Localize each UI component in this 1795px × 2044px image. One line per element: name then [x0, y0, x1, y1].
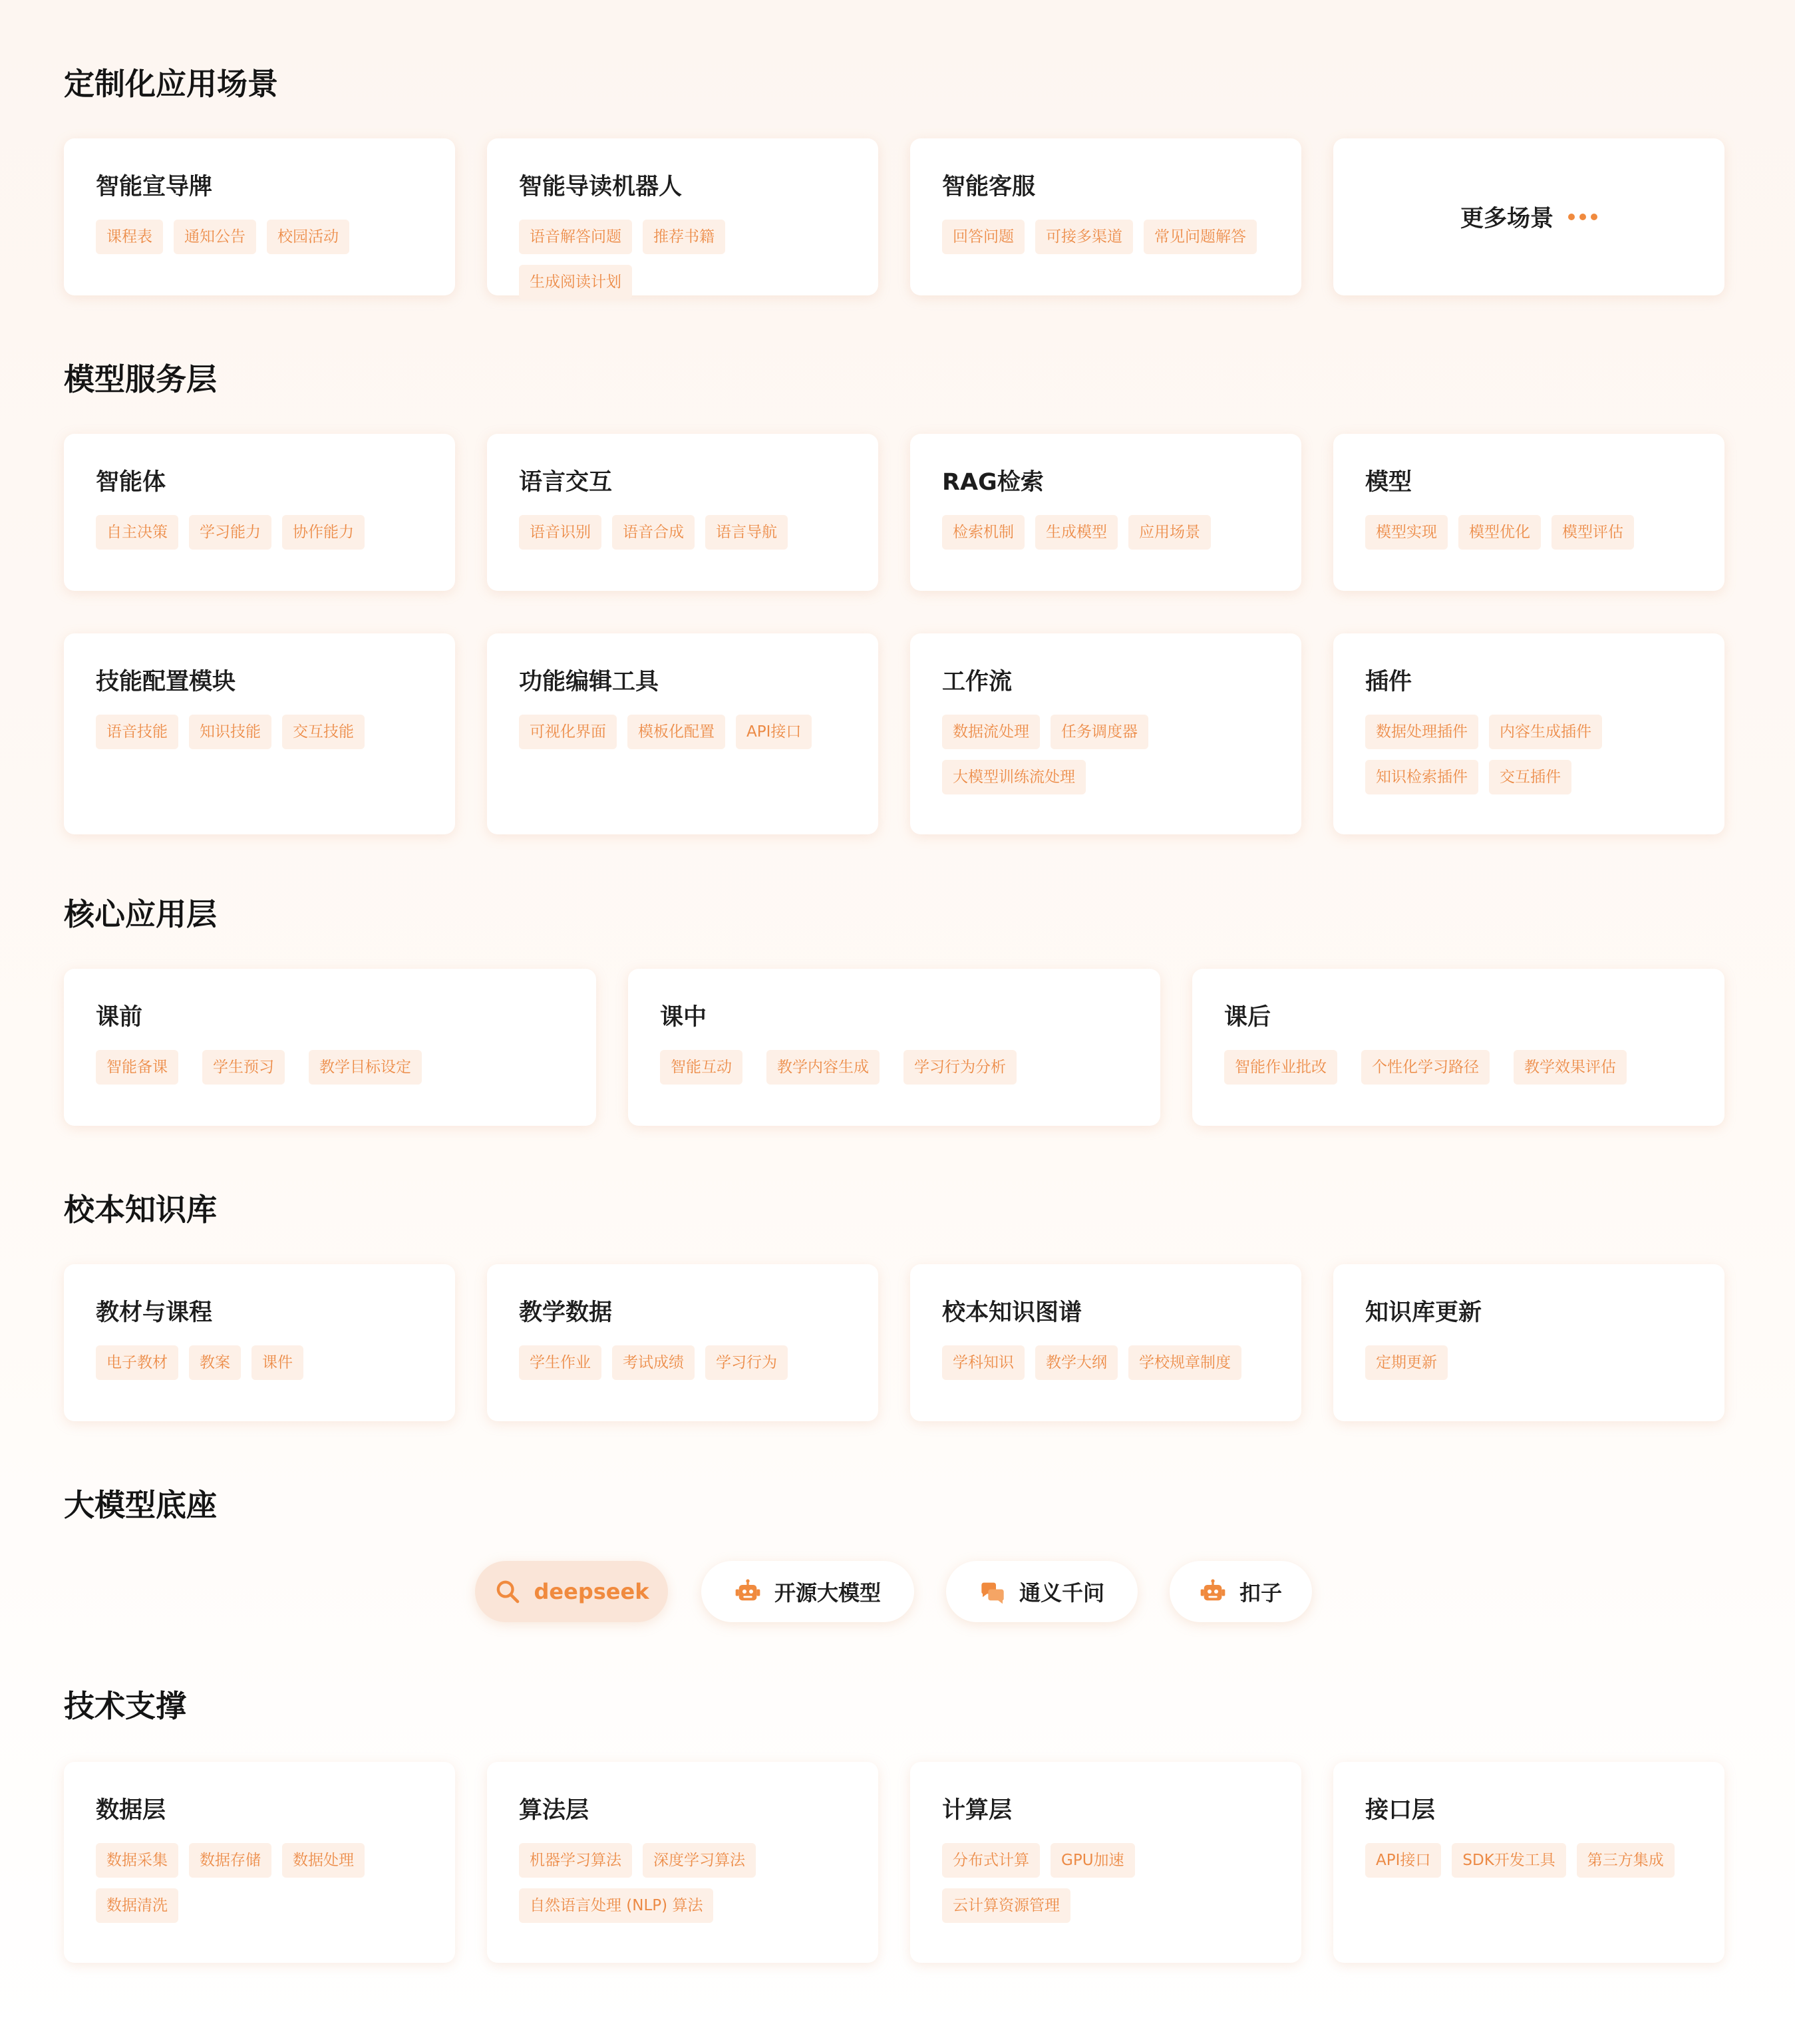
tag[interactable]: 学习能力 [189, 515, 271, 550]
tag[interactable]: 电子教材 [96, 1345, 178, 1380]
tag[interactable]: 任务调度器 [1051, 715, 1148, 749]
card-title: 技能配置模块 [96, 669, 236, 695]
tag[interactable]: 语音解答问题 [519, 220, 632, 254]
pill-tongyi-qianwen[interactable] [946, 1561, 1138, 1622]
tag[interactable]: 机器学习算法 [519, 1843, 632, 1878]
section-title-core-apps: 核心应用层 [64, 896, 217, 932]
tag[interactable]: 教案 [189, 1345, 241, 1380]
robot-icon [734, 1578, 761, 1605]
tag[interactable]: 检索机制 [942, 515, 1025, 550]
card-function-editor[interactable] [487, 633, 878, 834]
tag-list [942, 715, 1269, 794]
more-dots-icon [1568, 214, 1597, 220]
tag-list [1365, 715, 1693, 794]
card-title: 校本知识图谱 [942, 1299, 1082, 1326]
card-title: 智能体 [96, 469, 166, 496]
tag[interactable]: 常见问题解答 [1144, 220, 1257, 254]
tag[interactable]: 智能备课 [96, 1050, 178, 1085]
section-title-knowledge-base: 校本知识库 [64, 1192, 217, 1228]
tag-list [519, 220, 846, 299]
pill-label: 扣子 [1239, 1580, 1282, 1606]
tag[interactable]: 数据处理 [282, 1843, 365, 1878]
tag[interactable]: 学习行为分析 [903, 1050, 1017, 1085]
tag-list [96, 1345, 423, 1380]
card-skill-config[interactable] [64, 633, 455, 834]
tag[interactable]: 校园活动 [267, 220, 349, 254]
tag[interactable]: 内容生成插件 [1489, 715, 1602, 749]
tag[interactable]: 知识技能 [189, 715, 271, 749]
tag[interactable]: 语音合成 [612, 515, 695, 550]
card-plugins[interactable] [1333, 633, 1724, 834]
card-title: 教材与课程 [96, 1299, 213, 1326]
tag-list [1224, 1050, 1693, 1085]
card-algorithm-layer[interactable] [487, 1762, 878, 1963]
tag-list [96, 515, 423, 550]
card-model[interactable] [1333, 434, 1724, 591]
search-icon [494, 1578, 521, 1605]
tag-list [519, 515, 846, 550]
tag[interactable]: 大模型训练流处理 [942, 760, 1086, 794]
tag[interactable]: GPU加速 [1051, 1843, 1135, 1878]
tag-list [519, 715, 846, 749]
pill-label: 开源大模型 [774, 1580, 881, 1606]
tag[interactable]: 语言导航 [705, 515, 788, 550]
card-title: 智能客服 [942, 174, 1036, 200]
tag[interactable]: 模型评估 [1551, 515, 1634, 550]
tag[interactable]: 生成模型 [1035, 515, 1118, 550]
card-smart-signboard[interactable] [64, 138, 455, 295]
tag-list [1365, 1345, 1693, 1380]
card-title: 智能宣导牌 [96, 174, 213, 200]
card-textbooks-courses[interactable] [64, 1264, 455, 1421]
tag[interactable]: 回答问题 [942, 220, 1025, 254]
pill-kouzi[interactable] [1170, 1561, 1312, 1622]
pill-deepseek[interactable] [475, 1561, 668, 1622]
card-before-class[interactable] [64, 969, 596, 1126]
card-workflow[interactable] [910, 633, 1301, 834]
tag[interactable]: 课程表 [96, 220, 163, 254]
card-title: 课中 [660, 1004, 707, 1031]
tag[interactable]: 学生作业 [519, 1345, 601, 1380]
tag[interactable]: API接口 [736, 715, 812, 749]
tag-list [1365, 515, 1693, 550]
tag[interactable]: 智能作业批改 [1224, 1050, 1337, 1085]
tag[interactable]: 课件 [251, 1345, 303, 1380]
section-title-tech-support: 技术支撑 [64, 1688, 186, 1724]
card-title: 模型 [1365, 469, 1412, 496]
pill-open-source-models[interactable] [701, 1561, 914, 1622]
card-teaching-data[interactable] [487, 1264, 878, 1421]
tag[interactable]: 教学大纲 [1035, 1345, 1118, 1380]
tag-list [519, 1843, 846, 1923]
tag[interactable]: 交互插件 [1489, 760, 1571, 794]
section-title-model-service: 模型服务层 [64, 361, 217, 397]
card-title: 课前 [96, 1004, 143, 1031]
card-reading-robot[interactable] [487, 138, 878, 295]
section-title-scenarios: 定制化应用场景 [64, 66, 278, 102]
card-agent[interactable] [64, 434, 455, 591]
card-compute-layer[interactable] [910, 1762, 1301, 1963]
tag[interactable]: 交互技能 [282, 715, 365, 749]
more-scenarios-label: 更多场景 [1460, 206, 1553, 232]
tag-list [660, 1050, 1128, 1085]
tag[interactable]: 应用场景 [1128, 515, 1211, 550]
tag[interactable]: 数据清洗 [96, 1888, 178, 1923]
tag[interactable]: 语音技能 [96, 715, 178, 749]
chat-bubbles-icon [979, 1578, 1006, 1605]
card-interface-layer[interactable] [1333, 1762, 1724, 1963]
card-rag-retrieval[interactable] [910, 434, 1301, 591]
tag-list [96, 1843, 423, 1923]
card-title: 计算层 [942, 1797, 1013, 1824]
tag[interactable]: 智能互动 [660, 1050, 742, 1085]
tag[interactable]: 分布式计算 [942, 1843, 1040, 1878]
card-customer-service[interactable] [910, 138, 1301, 295]
card-title: 课后 [1224, 1004, 1271, 1031]
tag[interactable]: API接口 [1365, 1843, 1441, 1878]
tag[interactable]: 可视化界面 [519, 715, 617, 749]
card-knowledge-graph[interactable] [910, 1264, 1301, 1421]
tag-list [96, 220, 423, 254]
tag-list [942, 515, 1269, 550]
tag[interactable]: 推荐书籍 [643, 220, 725, 254]
tag[interactable]: 学生预习 [202, 1050, 285, 1085]
tag[interactable]: 定期更新 [1365, 1345, 1448, 1380]
card-title: 接口层 [1365, 1797, 1436, 1824]
tag-list [942, 220, 1269, 254]
tag[interactable]: 学校规章制度 [1128, 1345, 1241, 1380]
tag[interactable]: 生成阅读计划 [519, 265, 632, 299]
more-scenarios-button[interactable] [1333, 138, 1724, 295]
tag[interactable]: 教学内容生成 [766, 1050, 880, 1085]
card-during-class[interactable] [628, 969, 1160, 1126]
tag[interactable]: 第三方集成 [1577, 1843, 1675, 1878]
tag[interactable]: 考试成绩 [612, 1345, 695, 1380]
card-title: 智能导读机器人 [519, 174, 683, 200]
pill-label: deepseek [534, 1579, 649, 1604]
tag[interactable]: 知识检索插件 [1365, 760, 1478, 794]
tag[interactable]: 数据采集 [96, 1843, 178, 1878]
card-title: 语言交互 [519, 469, 613, 496]
card-title: RAG检索 [942, 469, 1044, 496]
card-title: 工作流 [942, 669, 1013, 695]
tag[interactable]: 数据处理插件 [1365, 715, 1478, 749]
card-title: 算法层 [519, 1797, 589, 1824]
card-title: 插件 [1365, 669, 1412, 695]
tag-list [942, 1345, 1269, 1380]
card-knowledge-update[interactable] [1333, 1264, 1724, 1421]
tag[interactable]: 语音识别 [519, 515, 601, 550]
tag[interactable]: 教学目标设定 [309, 1050, 422, 1085]
tag[interactable]: SDK开发工具 [1452, 1843, 1565, 1878]
tag-list [519, 1345, 846, 1380]
tag[interactable]: 云计算资源管理 [942, 1888, 1070, 1923]
tag[interactable]: 数据存储 [189, 1843, 271, 1878]
tag[interactable]: 模型优化 [1458, 515, 1541, 550]
tag[interactable]: 自主决策 [96, 515, 178, 550]
card-data-layer[interactable] [64, 1762, 455, 1963]
tag[interactable]: 深度学习算法 [643, 1843, 756, 1878]
tag[interactable]: 模板化配置 [627, 715, 725, 749]
tag-list [96, 1050, 564, 1085]
robot-icon [1200, 1578, 1226, 1605]
tag[interactable]: 协作能力 [282, 515, 365, 550]
card-after-class[interactable] [1192, 969, 1724, 1126]
tag[interactable]: 可接多渠道 [1035, 220, 1133, 254]
tag[interactable]: 学习行为 [705, 1345, 788, 1380]
tag-list [942, 1843, 1269, 1923]
card-title: 知识库更新 [1365, 1299, 1482, 1326]
tag[interactable]: 教学效果评估 [1514, 1050, 1627, 1085]
tag[interactable]: 个性化学习路径 [1361, 1050, 1490, 1085]
tag[interactable]: 通知公告 [174, 220, 256, 254]
tag[interactable]: 数据流处理 [942, 715, 1040, 749]
tag-list [96, 715, 423, 749]
tag[interactable]: 自然语言处理 (NLP) 算法 [519, 1888, 713, 1923]
card-title: 教学数据 [519, 1299, 613, 1326]
tag-list [1365, 1843, 1693, 1878]
pill-label: 通义千问 [1019, 1580, 1104, 1606]
card-title: 数据层 [96, 1797, 166, 1824]
card-title: 功能编辑工具 [519, 669, 659, 695]
tag[interactable]: 模型实现 [1365, 515, 1448, 550]
tag[interactable]: 学科知识 [942, 1345, 1025, 1380]
card-language-interaction[interactable] [487, 434, 878, 591]
section-title-foundation-models: 大模型底座 [64, 1487, 217, 1523]
